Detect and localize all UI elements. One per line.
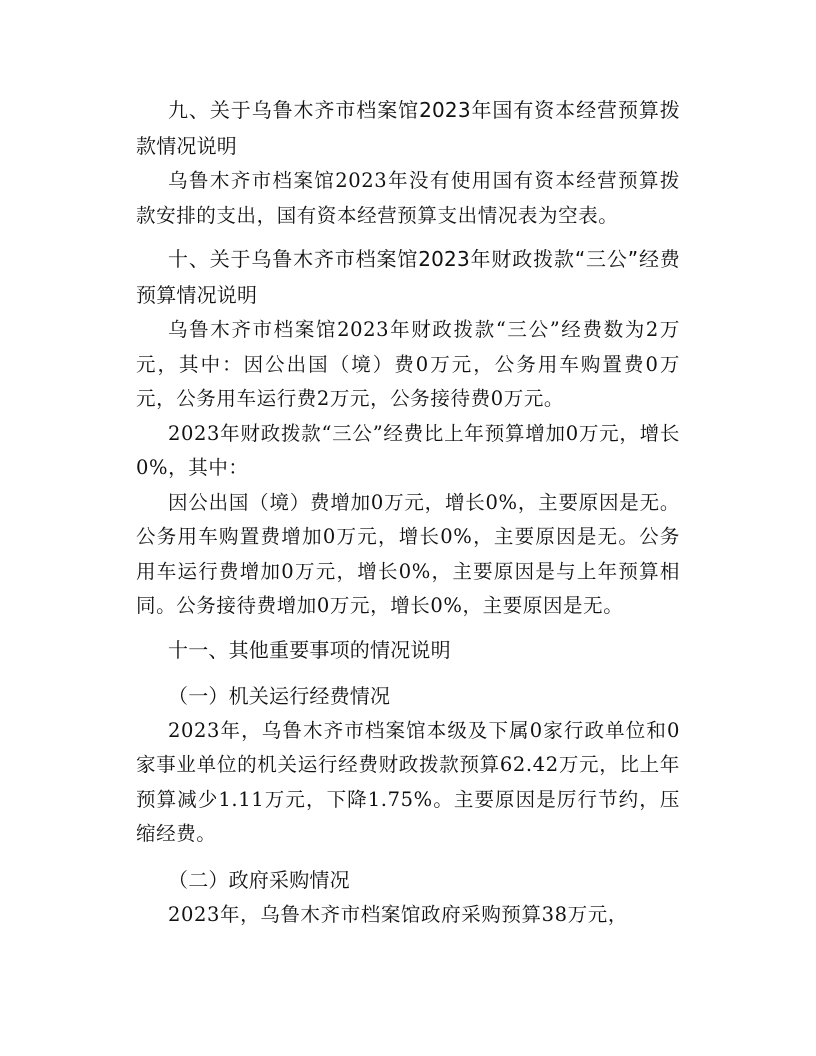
section-9-heading: 九、关于乌鲁木齐市档案馆2023年国有资本经营预算拨款情况说明	[136, 98, 680, 158]
document-content	[136, 92, 680, 932]
section-9-body: 乌鲁木齐市档案馆2023年没有使用国有资本经营预算拨款安排的支出，国有资本经营预算支出情况表为空表。	[136, 169, 680, 227]
section-10-heading: 十、关于乌鲁木齐市档案馆2023年财政拨款“三公”经费预算情况说明	[136, 247, 680, 307]
section-10-body-1: 乌鲁木齐市档案馆2023年财政拨款“三公”经费数为2万元，其中：因公出国（境）费0万元，公务用车购置费0万元，公务用车运行费2万元，公务接待费0万元。	[136, 318, 680, 410]
section-10-body-3: 因公出国（境）费增加0万元，增长0%，主要原因是无。公务用车购置费增加0万元，增长0%，主要原因是无。公务用车运行费增加0万元，增长0%，主要原因是与上年预算相同。公务接待费增加0万元，增长0%，主要原因是无。	[136, 490, 680, 617]
section-11-sub1-body: 2023年，乌鲁木齐市档案馆本级及下属0家行政单位和0家事业单位的机关运行经费财政拨款预算62.42万元，比上年预算减少1.11万元，下降1.75%。主要原因是厉行节约，压缩经费。	[136, 718, 680, 845]
section-11-sub2-body: 2023年，乌鲁木齐市档案馆政府采购预算38万元，	[168, 902, 628, 926]
section-11-sub1-heading: （一）机关运行经费情况	[168, 683, 391, 708]
section-11-heading: 十一、其他重要事项的情况说明	[168, 637, 451, 662]
section-10-body-2: 2023年财政拨款“三公”经费比上年预算增加0万元，增长0%，其中：	[136, 421, 680, 479]
section-11-sub2-heading: （二）政府采购情况	[168, 867, 350, 892]
